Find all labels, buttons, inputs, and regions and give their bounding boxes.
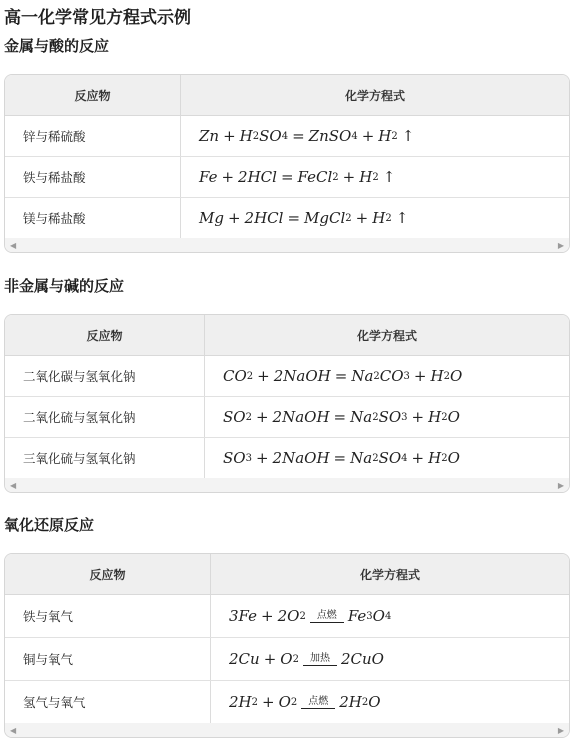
- header-equation: 化学方程式: [356, 328, 417, 343]
- equation-cell: 2Cu + O 2 加热 2CuO: [229, 650, 384, 668]
- reactant-cell: 镁与稀盐酸: [5, 198, 181, 238]
- table-header: [5, 554, 569, 595]
- equation-cell: Zn + H 2 SO 4 = ZnSO 4 + H 2 ↑: [199, 127, 415, 145]
- reactant-cell: 锌与稀硫酸: [5, 116, 181, 156]
- equation-cell: Mg + 2HCl = MgCl 2 + H 2 ↑: [199, 209, 409, 227]
- scroll-left-icon[interactable]: ◀: [10, 725, 17, 735]
- reactant-cell: 二氧化硫与氢氧化钠: [5, 397, 205, 437]
- header-equation: 化学方程式: [344, 88, 405, 103]
- table-row: [5, 595, 569, 638]
- reactant-cell: 三氧化硫与氢氧化钠: [5, 438, 205, 478]
- horizontal-scrollbar[interactable]: [5, 478, 569, 492]
- scroll-left-icon[interactable]: ◀: [10, 240, 17, 250]
- header-equation: 化学方程式: [359, 567, 420, 582]
- table-row: [5, 356, 569, 397]
- table-row: [5, 638, 569, 681]
- section-heading-metal-acid: 金属与酸的反应: [4, 37, 110, 55]
- table-nonmetal-base: [4, 314, 570, 493]
- reactant-cell: 二氧化碳与氢氧化钠: [5, 356, 205, 396]
- section-heading-nonmetal-base: 非金属与碱的反应: [4, 277, 125, 295]
- header-reactant: 反应物: [5, 75, 181, 115]
- equation-cell: 2H 2 + O 2 点燃 2H 2 O: [229, 693, 381, 711]
- table-header: [5, 315, 569, 356]
- scroll-right-icon[interactable]: ▶: [557, 480, 564, 490]
- table-row: [5, 157, 569, 198]
- equation-cell: SO 3 + 2NaOH = Na 2 SO 4 + H 2 O: [223, 449, 460, 467]
- section-heading-redox: 氧化还原反应: [4, 516, 95, 534]
- reaction-condition: 加热: [303, 653, 337, 666]
- reaction-condition: 点燃: [301, 696, 335, 709]
- equation-cell: SO 2 + 2NaOH = Na 2 SO 3 + H 2 O: [223, 408, 460, 426]
- table-header: [5, 75, 569, 116]
- table-row: [5, 438, 569, 478]
- reactant-cell: 铁与氧气: [5, 595, 211, 637]
- table-row: [5, 198, 569, 238]
- horizontal-scrollbar[interactable]: [5, 723, 569, 737]
- table-row: [5, 397, 569, 438]
- equation-cell: CO 2 + 2NaOH = Na 2 CO 3 + H 2 O: [223, 367, 463, 385]
- scroll-right-icon[interactable]: ▶: [557, 725, 564, 735]
- table-row: [5, 681, 569, 723]
- reaction-condition: 点燃: [310, 610, 344, 623]
- header-reactant: 反应物: [5, 315, 205, 355]
- reactant-cell: 铁与稀盐酸: [5, 157, 181, 197]
- horizontal-scrollbar[interactable]: [5, 238, 569, 252]
- reactant-cell: 氢气与氧气: [5, 681, 211, 723]
- table-metal-acid: [4, 74, 570, 253]
- table-row: [5, 116, 569, 157]
- equation-cell: 3Fe + 2O 2 点燃 Fe 3 O 4: [229, 607, 392, 625]
- reactant-cell: 铜与氧气: [5, 638, 211, 680]
- scroll-left-icon[interactable]: ◀: [10, 480, 17, 490]
- header-reactant: 反应物: [5, 554, 211, 594]
- scroll-right-icon[interactable]: ▶: [557, 240, 564, 250]
- table-redox: [4, 553, 570, 738]
- equation-cell: Fe + 2HCl = FeCl 2 + H 2 ↑: [199, 168, 396, 186]
- page-title: 高一化学常见方程式示例: [4, 8, 191, 28]
